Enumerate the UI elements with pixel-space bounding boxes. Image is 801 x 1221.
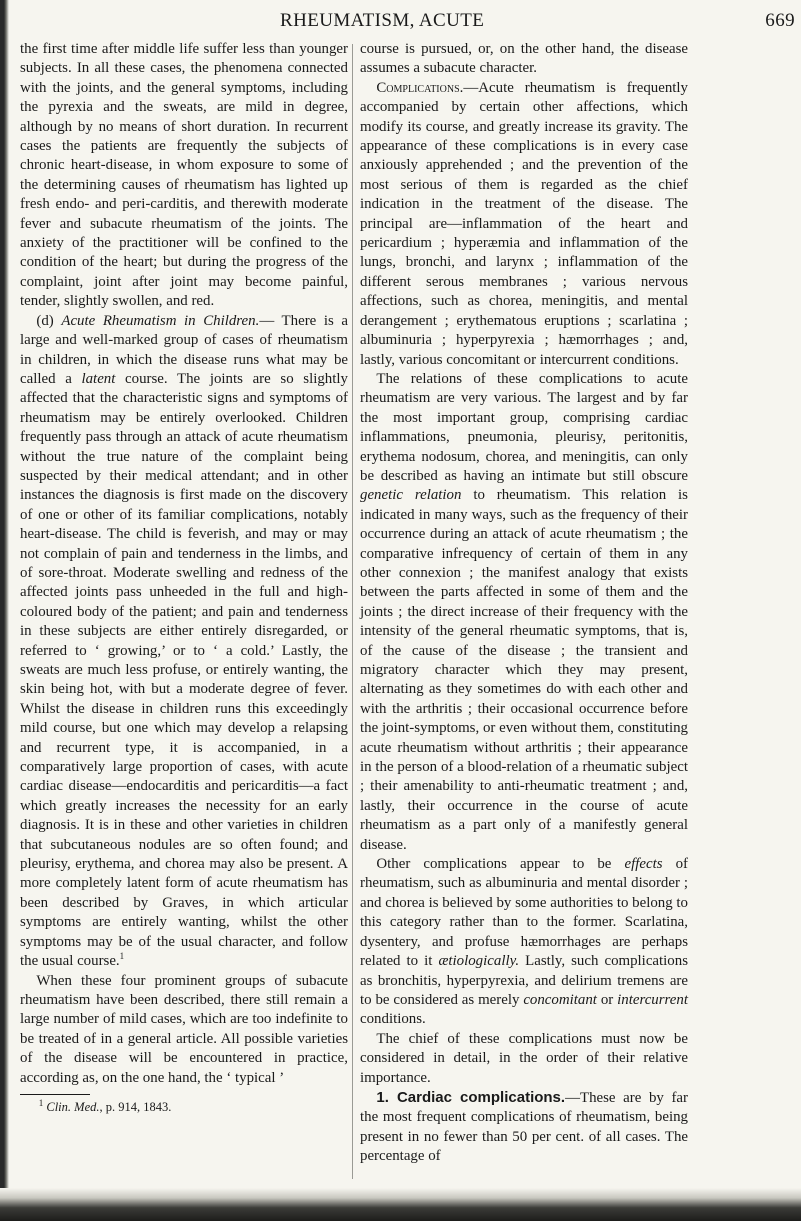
page-binding-edge xyxy=(0,0,9,1221)
paragraph-chief-complications xyxy=(360,1030,688,1088)
paragraph-groups xyxy=(20,972,348,1088)
footnote-rule xyxy=(20,1094,90,1095)
paragraph-children xyxy=(20,312,348,972)
footnote xyxy=(20,1099,348,1115)
paragraph-text: The relations of these complications to acute rheumatism are very various. The largest and by far the most important group, comprising cardiac inflammations, pneumonia, pleurisy, peritonitis, erythema nodosum, chorea, and meningitis, can only be described as having an intimate but still obscure xyxy=(360,370,688,484)
footnote-citation: , p. 914, 1843. xyxy=(99,1099,172,1114)
paragraph-text: —These are by far the most frequent complications of rheumatism, being present in no fewer than 50 per cent. of all cases. The percentage of xyxy=(360,1089,688,1165)
paragraph-continuation xyxy=(360,40,688,79)
paragraph-text: course. The joints are so slightly affected that the characteristic signs and symptoms of rheumatism may be entirely overlooked. Children frequently pass through an attack of acute rheumatism without the true nature of the complaint being suspected by their medical attendant; and in other instances the diagnosis is first made on the discovery of one or other of its familiar complications, notably heart-disease. The child is feverish, and may or may not complain of pain and tenderness in the limbs, and of sore-throat. Moderate swelling and redness of the affected joints pass unheeded in the full and high-coloured body of the patient; and pain and tenderness in these subjects are either entirely disregarded, or referred to ‘ growing,’ or to ‘ a cold.’ Lastly, the sweats are much less profuse, or entirely wanting, the skin being hot, with but a moderate degree of fever. Whilst the disease in children runs this exceedingly mild course, but one which may develop a relapsing and recurrent type, it is accompanied, in a comparatively large proportion of cases, with acute cardiac disease—endocarditis and pericarditis—a fact which greatly increases the necessity for an early diagnosis. It is in these and other varieties in children that subcutaneous nodules are so often found; and pleurisy, erythema, and chorea may also be present. A more completely latent form of acute rheumatism has been described by Graves, in which articular symptoms are entirely wanting, whilst the other symptoms may be of the usual character, and follow the usual course. xyxy=(20,370,348,970)
emphasis-text: intercurrent xyxy=(617,991,688,1008)
paragraph-complications xyxy=(360,79,688,370)
emphasis-text: ætiologically. xyxy=(438,953,520,970)
paragraph-text: Lastly, such complications as bronchitis, hyperpyrexia, and delirium tremens are to be considered as merely xyxy=(360,953,688,1008)
section-heading-children: Acute Rheumatism in Children. xyxy=(61,312,260,329)
paragraph-other-complications xyxy=(360,855,688,1030)
page-number: 669 xyxy=(765,10,795,31)
page-header xyxy=(40,10,795,36)
page-bottom-shadow xyxy=(0,1188,801,1221)
paragraph-text: Other complications appear to be xyxy=(376,856,612,873)
paragraph-text: the first time after middle life suffer less than younger subjects. In all these cases, the phenomena connected with the joints, and the general symptoms, including the pyrexia and the sweats, are mild in degree, although by no means of short duration. In recurrent cases the patients are frequently the subjects of chronic heart-disease, in whom exposure to some of the determining causes of rheumatism has lighted up fresh endo- and peri-carditis, and therewith moderate fever and subacute rheumatism of the joints. The anxiety of the practitioner will be confined to the condition of the heart; but during the progress of the complaint, joint after joint may become painful, tender, slightly swollen, and red. xyxy=(20,41,348,310)
footnote-reference: 1 xyxy=(119,951,125,962)
column-divider xyxy=(352,44,353,1179)
paragraph-text: conditions. xyxy=(360,1011,426,1028)
paragraph-text: course is pursued, or, on the other hand, the disease assumes a subacute character. xyxy=(360,41,688,77)
paragraph-text: —Acute rheumatism is frequently accompanied by certain other affections, which modify its course, and greatly increase its gravity. The appearance of these complications is in every case anxiously apprehended ; and the prevention of the most serious of them is regarded as the chief indication in the treatment of the disease. The principal are—inflammation of the heart and pericardium ; hyperæmia and inflammation of the lungs, bronchi, and larynx ; inflammation of the different serous membranes ; various nervous affections, such as chorea, meningitis, and mental derangement ; erythematous eruptions ; scarlatina ; albuminuria ; hyperpyrexia ; hæmorrhages ; and, lastly, various concomitant or intercurrent conditions. xyxy=(360,79,688,368)
section-label: (d) xyxy=(36,312,54,329)
emphasis-text: effects xyxy=(624,856,663,873)
footnote-mark: 1 xyxy=(38,1097,44,1108)
paragraph-text: When these four prominent groups of subacute rheumatism have been described, there still remain a large number of mild cases, which are too indefinite to be treated of in a general article. All possible varieties of the disease will be encountered in practice, according as, on the one hand, the ‘ typical ’ xyxy=(20,972,348,1086)
section-heading-cardiac: 1. Cardiac complications. xyxy=(376,1088,566,1106)
running-title: RHEUMATISM, ACUTE xyxy=(280,10,485,31)
paragraph-continuation xyxy=(20,40,348,312)
paragraph-text: of rheumatism, such as albuminuria and mental disorder ; and chorea is believed by some authorities to belong to this category rather than to the former. Scarlatina, dysentery, and profuse hæmorrhages are perhaps related to it xyxy=(360,856,688,970)
section-heading-complications: Complications. xyxy=(376,79,464,96)
left-column xyxy=(20,40,348,1115)
paragraph-cardiac xyxy=(360,1088,688,1167)
emphasis-text: latent xyxy=(81,370,116,387)
paragraph-text: The chief of these complications must now be considered in detail, in the order of their relative importance. xyxy=(360,1030,688,1086)
emphasis-text: concomitant xyxy=(523,991,597,1008)
paragraph-text: or xyxy=(600,991,614,1008)
paragraph-relations xyxy=(360,370,688,855)
emphasis-text: genetic relation xyxy=(360,487,462,504)
paragraph-text: — There is a large and well-marked group of cases of rheumatism in children, in which the disease runs what may be called a xyxy=(20,312,348,387)
paragraph-text: to rheumatism. This relation is indicated in many ways, such as the frequency of their occurrence during an attack of acute rheumatism ; the comparative infrequency of certain of them in any other connexion ; the manifest analogy that exists between the parts affected in some of them and the joints ; the direct increase of their frequency with the intensity of the general rheumatic symptoms, that is, of the cause of the disease ; the transient and migratory character which they may present, alternating as they sometimes do with each other and with the arthritis ; their occasional occurrence before the joint-symptoms, or even without them, constituting acute rheumatism without arthritis ; their appearance in the person of a blood-relation of a rheumatic subject ; their amenability to anti-rheumatic treatment ; and, lastly, their occurrence in the course of acute rheumatism as a part only of a manifestly general disease. xyxy=(360,487,688,853)
footnote-source: Clin. Med. xyxy=(46,1099,100,1114)
right-column xyxy=(360,40,688,1167)
